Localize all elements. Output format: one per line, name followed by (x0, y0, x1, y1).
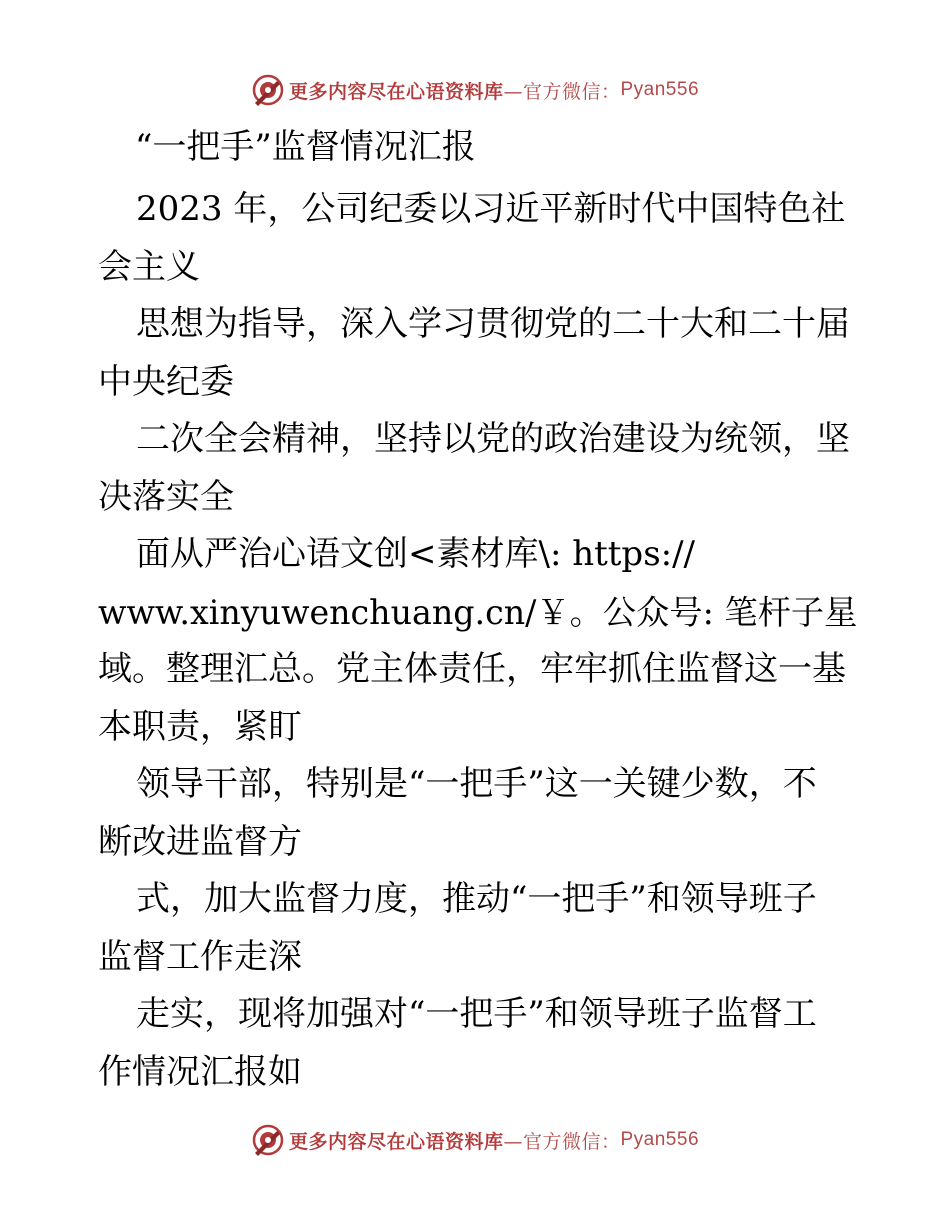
body-line: 会主义 (98, 246, 200, 287)
body-line: 监督工作走深 (98, 936, 302, 977)
body-line: 面从严治心语文创<素材库\: https:// (136, 534, 696, 574)
body-line: 决落实全 (98, 476, 234, 517)
document-title: “一把手”监督情况汇报 (135, 127, 476, 167)
body-line: 2023 年，公司纪委以习近平新时代中国特色社 (136, 189, 846, 229)
body-line: www.xinyuwenchuang.cn/￥。公众号: 笔杆子星 (98, 592, 858, 632)
body-line: 式，加大监督力度，推动“一把手”和领导班子 (136, 879, 817, 919)
body-line: 作情况汇报如 (98, 1051, 302, 1092)
pen-logo-icon (251, 1123, 285, 1157)
header-watermark (0, 72, 950, 108)
body-line: 中央纪委 (98, 361, 234, 402)
watermark-wechat-id: Pyan556 (620, 1129, 700, 1150)
body-line: 断改进监督方 (98, 821, 302, 862)
watermark-label: —官方微信： (503, 80, 621, 103)
body-line: 走实，现将加强对“一把手”和领导班子监督工 (136, 994, 817, 1034)
watermark-wechat-id: Pyan556 (620, 79, 700, 100)
pen-logo-icon (251, 73, 285, 107)
watermark-label: —官方微信： (503, 1130, 621, 1153)
body-line: 二次全会精神，坚持以党的政治建设为统领，坚 (136, 419, 850, 459)
body-line: 域。整理汇总。党主体责任，牢牢抓住监督这一基 (98, 649, 846, 689)
body-line: 本职责，紧盯 (98, 706, 302, 747)
footer-watermark (0, 1122, 950, 1158)
body-line: 领导干部，特别是“一把手”这一关键少数，不 (136, 764, 817, 804)
watermark-brand: 更多内容尽在心语资料库 (288, 1130, 504, 1153)
document-body (98, 181, 858, 1101)
body-line: 思想为指导，深入学习贯彻党的二十大和二十届 (136, 304, 850, 344)
watermark-brand: 更多内容尽在心语资料库 (288, 80, 504, 103)
